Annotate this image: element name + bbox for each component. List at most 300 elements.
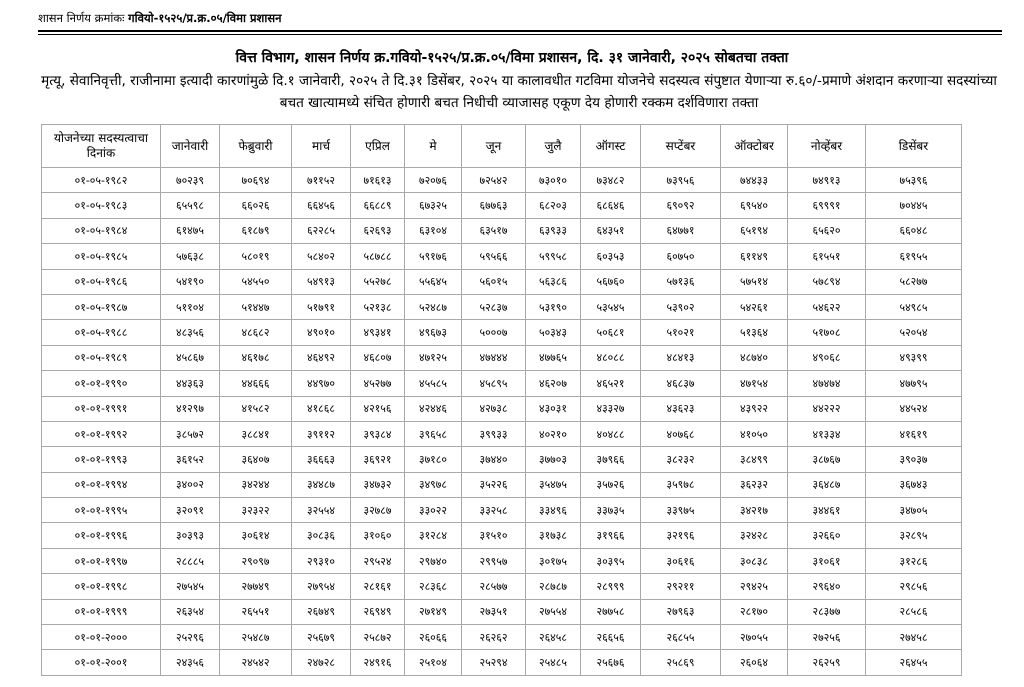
amount-cell: ४१८६८ (292, 396, 351, 421)
amount-cell: २७४५८ (866, 625, 962, 650)
amount-cell: ३७९६६ (581, 447, 641, 472)
membership-date-cell: ०१-०५-१९८४ (42, 218, 161, 243)
amount-cell: ७५३९६ (866, 168, 962, 193)
amount-cell: ३७७०३ (526, 447, 581, 472)
amount-cell: ६५६२० (788, 218, 866, 243)
amount-cell: ३०६१६ (641, 548, 721, 573)
membership-date-cell: ०१-०१-१९९२ (42, 421, 161, 446)
amount-cell: ६२२८५ (292, 218, 351, 243)
amount-cell: ३६६६३ (292, 447, 351, 472)
amount-cell: ५१०२१ (641, 320, 721, 345)
amount-cell: २९२११ (641, 574, 721, 599)
amount-cell: ४४३६३ (161, 371, 220, 396)
amount-cell: ४१०५० (721, 421, 788, 446)
amount-cell: ३२०९१ (161, 498, 220, 523)
membership-date-cell: ०१-०१-१९९४ (42, 472, 161, 497)
amount-cell: २७७५८ (581, 599, 641, 624)
column-header-month: जून (462, 125, 526, 168)
amount-cell: ३६२३२ (721, 472, 788, 497)
amount-cell: ६१८७९ (220, 218, 292, 243)
amount-cell: ३४००२ (161, 472, 220, 497)
amount-cell: ३९०३७ (866, 447, 962, 472)
amount-cell: २५८७२ (351, 625, 405, 650)
amount-cell: ४९०६८ (788, 345, 866, 370)
amount-cell: ५७८९४ (788, 269, 866, 294)
amount-cell: २६०६६ (405, 625, 462, 650)
amount-cell: ६०७५० (641, 244, 721, 269)
amount-cell: ३९११२ (292, 421, 351, 446)
membership-date-cell: ०१-०१-१९९३ (42, 447, 161, 472)
amount-cell: ३७४४० (462, 447, 526, 472)
amount-cell: ३५७२६ (581, 472, 641, 497)
membership-date-cell: ०१-०१-१९९० (42, 371, 161, 396)
table-row (42, 472, 962, 497)
table-row (42, 218, 962, 243)
amount-cell: ३२५५४ (292, 498, 351, 523)
membership-date-cell: ०१-०५-१९८९ (42, 345, 161, 370)
amount-cell: ३२८९५ (866, 523, 962, 548)
amount-cell: ४७४४४ (462, 345, 526, 370)
membership-date-cell: ०१-०१-२००१ (42, 650, 161, 675)
amount-cell: ५५६४५ (405, 269, 462, 294)
amount-cell: ४०४८८ (581, 421, 641, 446)
amount-cell: २८३६८ (405, 574, 462, 599)
amount-cell: ७२०७६ (405, 168, 462, 193)
amount-cell: ४७४७४ (788, 371, 866, 396)
amount-cell: ४७१२५ (405, 345, 462, 370)
reference-label: शासन निर्णय क्रमांकः (38, 11, 125, 25)
amount-cell: २४५४२ (220, 650, 292, 675)
amount-cell: ५७५१४ (721, 269, 788, 294)
reference-number: गवियो-१५२५/प्र.क्र.०५/विमा प्रशासन (128, 11, 282, 25)
amount-cell: ६२६९३ (351, 218, 405, 243)
amount-cell: ४४२२२ (788, 396, 866, 421)
amount-cell: ३२४२८ (721, 523, 788, 548)
table-row (42, 371, 962, 396)
amount-cell: ३६४०७ (220, 447, 292, 472)
amount-cell: ३९९३३ (462, 421, 526, 446)
amount-cell: ६८६४६ (581, 193, 641, 218)
amount-cell: ३१०६१ (788, 548, 866, 573)
amount-cell: ५४१९० (161, 269, 220, 294)
amount-cell: ५१४४७ (220, 294, 292, 319)
amount-cell: ६४७७१ (641, 218, 721, 243)
amount-cell: ४१२९७ (161, 396, 220, 421)
amount-cell: ५०३४३ (526, 320, 581, 345)
amount-cell: ५९१७६ (405, 244, 462, 269)
document-subtitle: मृत्यू, सेवानिवृत्ती, राजीनामा इत्यादी कारणांमुळे दि.१ जानेवारी, २०२५ ते दि.३१ डिसेंबर, २०२५ या कालावधीत गटविमा योजनेचे सदस्यत्व संपुष्टात येणाऱ्या रु.६०/-प्रमाणे अंशदान करणाऱ्या सदस्यांच्या बचत खात्यामध्ये संचित होणारी बचत निधीची व्याजासह एकूण देय होणारी रक्कम दर्शविणारा तक्ता (41, 73, 997, 111)
table-row (42, 650, 962, 675)
table-row (42, 320, 962, 345)
amount-cell: ५७६३८ (161, 244, 220, 269)
amount-cell: २७५४५ (161, 574, 220, 599)
amount-cell: २७१४९ (405, 599, 462, 624)
amount-cell: २८१७० (721, 599, 788, 624)
amount-cell: ५१३६४ (721, 320, 788, 345)
table-body (42, 168, 962, 676)
membership-date-cell: ०१-०५-१९८८ (42, 320, 161, 345)
amount-cell: ५२०५४ (866, 320, 962, 345)
amount-cell: २९४२५ (721, 574, 788, 599)
amount-cell: २६४५५ (866, 650, 962, 675)
amount-cell: ६७३२५ (405, 193, 462, 218)
amount-cell: ३१२८४ (405, 523, 462, 548)
amount-cell: ६५५९८ (161, 193, 220, 218)
amount-cell: ४५८९५ (462, 371, 526, 396)
amount-cell: ६९९९१ (788, 193, 866, 218)
amount-cell: २८५८६ (866, 599, 962, 624)
table-row (42, 421, 962, 446)
amount-cell: ५०६८१ (581, 320, 641, 345)
amount-cell: २४९१६ (351, 650, 405, 675)
table-row (42, 498, 962, 523)
amount-cell: ५४९८५ (866, 294, 962, 319)
amount-cell: २४३५६ (161, 650, 220, 675)
amount-cell: २५८६९ (641, 650, 721, 675)
amount-cell: ५६७६० (581, 269, 641, 294)
amount-cell: ४६१७८ (220, 345, 292, 370)
amount-cell: ३०१७५ (526, 548, 581, 573)
amount-cell: ५४२६१ (721, 294, 788, 319)
membership-date-cell: ०१-०१-१९९८ (42, 574, 161, 599)
document-title: वित्त विभाग, शासन निर्णय क्र.गवियो-१५२५/प्र.क्र.०५/विमा प्रशासन, दि. ३१ जानेवारी, २०२५ सोबतचा तक्ता (235, 50, 789, 66)
membership-date-cell: ०१-०१-१९९९ (42, 599, 161, 624)
amount-cell: ३३०२२ (405, 498, 462, 523)
membership-date-cell: ०१-०१-२००० (42, 625, 161, 650)
amount-cell: ३७१८० (405, 447, 462, 472)
amount-cell: ७२५४२ (462, 168, 526, 193)
amount-cell: ६१४७५ (161, 218, 220, 243)
amount-cell: ४०७६८ (641, 421, 721, 446)
amount-cell: ४९३९९ (866, 345, 962, 370)
amount-cell: ४९३४१ (351, 320, 405, 345)
amount-cell: ५८४०२ (292, 244, 351, 269)
column-header-month: डिसेंबर (866, 125, 962, 168)
amount-cell: ५३५४५ (581, 294, 641, 319)
amount-cell: २६६५६ (581, 625, 641, 650)
amount-cell: ३६७४३ (866, 472, 962, 497)
amount-cell: ६६४५६ (292, 193, 351, 218)
amount-cell: ४१६१९ (866, 421, 962, 446)
amount-cell: ३३४९६ (526, 498, 581, 523)
amount-cell: ३९६५८ (405, 421, 462, 446)
amount-cell: ४३३२७ (581, 396, 641, 421)
table-header-row (42, 125, 962, 168)
amount-cell: ५४९१३ (292, 269, 351, 294)
amount-cell: ३१५१० (462, 523, 526, 548)
amount-cell: ७११५२ (292, 168, 351, 193)
amount-cell: ३८२३२ (641, 447, 721, 472)
amount-cell: ३४४८७ (292, 472, 351, 497)
amount-cell: ६११४९ (721, 244, 788, 269)
column-header-month: मार्च (292, 125, 351, 168)
amount-cell: ३२१९६ (641, 523, 721, 548)
amount-cell: ३९३८४ (351, 421, 405, 446)
amount-cell: २६०६४ (721, 650, 788, 675)
amount-cell: ४३९२२ (721, 396, 788, 421)
amount-cell: २९७४० (405, 548, 462, 573)
table-row (42, 168, 962, 193)
amount-cell: २७९६३ (641, 599, 721, 624)
amount-cell: ४२४४६ (405, 396, 462, 421)
membership-date-cell: ०१-०१-१९९६ (42, 523, 161, 548)
amount-cell: २७७४९ (220, 574, 292, 599)
amount-cell: ६८२०३ (526, 193, 581, 218)
amount-cell: ४३०३१ (526, 396, 581, 421)
amount-cell: ५७१३६ (641, 269, 721, 294)
amount-cell: ७०६९४ (220, 168, 292, 193)
amount-cell: ४७७६५ (526, 345, 581, 370)
column-header-month: ऑक्टोबर (721, 125, 788, 168)
column-header-month: एप्रिल (351, 125, 405, 168)
amount-cell: ३१९६६ (581, 523, 641, 548)
amount-cell: ५१७९१ (292, 294, 351, 319)
membership-date-cell: ०१-०५-१९८५ (42, 244, 161, 269)
amount-cell: ७१६१३ (351, 168, 405, 193)
amount-cell: ३४७०५ (866, 498, 962, 523)
amount-cell: २६३५४ (161, 599, 220, 624)
amount-cell: ३६१५२ (161, 447, 220, 472)
amount-cell: ३६९२१ (351, 447, 405, 472)
amount-cell: २७३५१ (462, 599, 526, 624)
amount-cell: ३४२४४ (220, 472, 292, 497)
amount-cell: ७४९१३ (788, 168, 866, 193)
amount-cell: ६९०९२ (641, 193, 721, 218)
amount-cell: ७३९५६ (641, 168, 721, 193)
amount-cell: ३५९७८ (641, 472, 721, 497)
table-row (42, 269, 962, 294)
amount-cell: २६४५८ (526, 625, 581, 650)
amount-cell: ३४२१७ (721, 498, 788, 523)
table-row (42, 599, 962, 624)
amount-cell: ६९५४० (721, 193, 788, 218)
amount-cell: २९५२४ (351, 548, 405, 573)
amount-cell: ५०००७ (462, 320, 526, 345)
amount-cell: ५४५५० (220, 269, 292, 294)
amount-cell: ५९५६६ (462, 244, 526, 269)
amount-cell: ६६०४८ (866, 218, 962, 243)
amount-cell: २७५५४ (526, 599, 581, 624)
membership-date-cell: ०१-०१-१९९५ (42, 498, 161, 523)
amount-cell: २९९५७ (462, 548, 526, 573)
amount-cell: ३१२८६ (866, 548, 962, 573)
amount-cell: ३१७३८ (526, 523, 581, 548)
amount-cell: ४३६२३ (641, 396, 721, 421)
amount-cell: ६०३५३ (581, 244, 641, 269)
membership-date-cell: ०१-०१-१९९७ (42, 548, 161, 573)
column-header-month: जुलै (526, 125, 581, 168)
amount-cell: ७४४३३ (721, 168, 788, 193)
amount-cell: २६२५९ (788, 650, 866, 675)
amount-cell: ५२४८७ (405, 294, 462, 319)
amount-cell: ३२७८७ (351, 498, 405, 523)
amount-cell: ३०३९५ (581, 548, 641, 573)
amount-cell: २८८८५ (161, 548, 220, 573)
table-row (42, 574, 962, 599)
amount-cell: ७३०१० (526, 168, 581, 193)
amount-cell: ५२८३७ (462, 294, 526, 319)
amount-cell: ६१५५१ (788, 244, 866, 269)
amount-cell: ५६३८६ (526, 269, 581, 294)
amount-cell: ३२३२२ (220, 498, 292, 523)
amount-cell: ३४४६१ (788, 498, 866, 523)
amount-cell: ६३९३३ (526, 218, 581, 243)
amount-cell: ४५२७७ (351, 371, 405, 396)
amount-cell: ६७७६३ (462, 193, 526, 218)
amount-cell: २५६७९ (292, 625, 351, 650)
amount-cell: ४९०१० (292, 320, 351, 345)
amount-cell: २९०९७ (220, 548, 292, 573)
amount-cell: ४२१५६ (351, 396, 405, 421)
amount-cell: ३३२५८ (462, 498, 526, 523)
amount-cell: २६२६२ (462, 625, 526, 650)
amount-cell: ४८३५६ (161, 320, 220, 345)
column-header-membership-date: योजनेच्या सदस्यत्वाचा दिनांक (42, 125, 161, 168)
amount-cell: २५४८५ (526, 650, 581, 675)
amount-cell: ५३९०२ (641, 294, 721, 319)
amount-cell: ४८६८२ (220, 320, 292, 345)
amount-cell: २७९५४ (292, 574, 351, 599)
amount-cell: ५१७०८ (788, 320, 866, 345)
amount-cell: ३४७३२ (351, 472, 405, 497)
amount-cell: ५११०४ (161, 294, 220, 319)
column-header-month: फेब्रुवारी (220, 125, 292, 168)
amount-cell: ४०२१० (526, 421, 581, 446)
amount-cell: ४६५२१ (581, 371, 641, 396)
amount-cell: २८९९९ (581, 574, 641, 599)
amount-cell: ५८२७७ (866, 269, 962, 294)
amount-cell: ४४९७० (292, 371, 351, 396)
amount-cell: ५२१३८ (351, 294, 405, 319)
amount-cell: ५६०१५ (462, 269, 526, 294)
amount-cell: ३८४९९ (721, 447, 788, 472)
amount-cell: २८७८७ (526, 574, 581, 599)
table-row (42, 294, 962, 319)
amount-cell: ६६८८९ (351, 193, 405, 218)
header-rule-thin (38, 34, 1002, 35)
table-row (42, 193, 962, 218)
amount-cell: ४८०८८ (581, 345, 641, 370)
amount-cell: ३५४७५ (526, 472, 581, 497)
amount-cell: ३०८३८ (721, 548, 788, 573)
table-row (42, 396, 962, 421)
amount-cell: ३३७३५ (581, 498, 641, 523)
amount-cell: २५६७६ (581, 650, 641, 675)
amount-cell: ४७७९५ (866, 371, 962, 396)
amount-cell: ४५५८५ (405, 371, 462, 396)
amount-cell: ६५१९४ (721, 218, 788, 243)
amount-cell: ३८८४१ (220, 421, 292, 446)
savings-amount-table (41, 124, 962, 676)
amount-cell: ४६८०७ (351, 345, 405, 370)
amount-cell: ४४५२४ (866, 396, 962, 421)
amount-cell: २९३१० (292, 548, 351, 573)
amount-cell: ७०२३९ (161, 168, 220, 193)
amount-cell: ३३९७५ (641, 498, 721, 523)
amount-cell: ४८४१३ (641, 345, 721, 370)
membership-date-cell: ०१-०५-१९८३ (42, 193, 161, 218)
header-rule-thick (38, 30, 1002, 32)
column-header-month: ऑगस्ट (581, 125, 641, 168)
membership-date-cell: ०१-०१-१९९१ (42, 396, 161, 421)
membership-date-cell: ०१-०५-१९८६ (42, 269, 161, 294)
amount-cell: ६३१०४ (405, 218, 462, 243)
amount-cell: ३०३९३ (161, 523, 220, 548)
amount-cell: २८३७७ (788, 599, 866, 624)
column-header-month: सप्टेंबर (641, 125, 721, 168)
amount-cell: २८५७७ (462, 574, 526, 599)
amount-cell: ६६०२६ (220, 193, 292, 218)
amount-cell: ५५२७८ (351, 269, 405, 294)
amount-cell: ५९९५८ (526, 244, 581, 269)
amount-cell: ५८०१९ (220, 244, 292, 269)
table-row (42, 447, 962, 472)
membership-date-cell: ०१-०५-१९८७ (42, 294, 161, 319)
amount-cell: ४५८६७ (161, 345, 220, 370)
amount-cell: ७३४८२ (581, 168, 641, 193)
amount-cell: ४७१५४ (721, 371, 788, 396)
amount-cell: ४९६७३ (405, 320, 462, 345)
table-row (42, 548, 962, 573)
reference-line (38, 11, 282, 26)
amount-cell: ३४९७८ (405, 472, 462, 497)
amount-cell: ७०४४५ (866, 193, 962, 218)
amount-cell: ३८५७२ (161, 421, 220, 446)
column-header-month: नोव्हेंबर (788, 125, 866, 168)
amount-cell: २९६४० (788, 574, 866, 599)
amount-cell: २५२९४ (462, 650, 526, 675)
amount-cell: ३२६६० (788, 523, 866, 548)
amount-cell: ५३१९० (526, 294, 581, 319)
amount-cell: २५२९६ (161, 625, 220, 650)
amount-cell: ३०८३६ (292, 523, 351, 548)
amount-cell: ३१०६० (351, 523, 405, 548)
amount-cell: ६४३५१ (581, 218, 641, 243)
amount-cell: ६३५१७ (462, 218, 526, 243)
amount-cell: ४१३३४ (788, 421, 866, 446)
amount-cell: ४८७४० (721, 345, 788, 370)
table-row (42, 523, 962, 548)
table-row (42, 244, 962, 269)
amount-cell: ४२७३८ (462, 396, 526, 421)
table-row (42, 625, 962, 650)
amount-cell: २५१०४ (405, 650, 462, 675)
table-row (42, 345, 962, 370)
column-header-month: जानेवारी (161, 125, 220, 168)
amount-cell: ३०६१४ (220, 523, 292, 548)
amount-cell: २६७४९ (292, 599, 351, 624)
amount-cell: २८१६१ (351, 574, 405, 599)
amount-cell: २६९४९ (351, 599, 405, 624)
amount-cell: २५४८७ (220, 625, 292, 650)
amount-cell: २६८५५ (641, 625, 721, 650)
amount-cell: २४७२८ (292, 650, 351, 675)
amount-cell: २७०५५ (721, 625, 788, 650)
amount-cell: २७२५६ (788, 625, 866, 650)
amount-cell: ३८७६७ (788, 447, 866, 472)
amount-cell: ६१९५५ (866, 244, 962, 269)
amount-cell: ५४६२२ (788, 294, 866, 319)
amount-cell: ४१५८२ (220, 396, 292, 421)
amount-cell: ४६८३७ (641, 371, 721, 396)
amount-cell: ४६४९२ (292, 345, 351, 370)
amount-cell: ४४६६६ (220, 371, 292, 396)
amount-cell: २९८५६ (866, 574, 962, 599)
amount-cell: ४६२०७ (526, 371, 581, 396)
amount-cell: २६५५१ (220, 599, 292, 624)
amount-cell: ३५२२६ (462, 472, 526, 497)
amount-cell: ३६४८७ (788, 472, 866, 497)
